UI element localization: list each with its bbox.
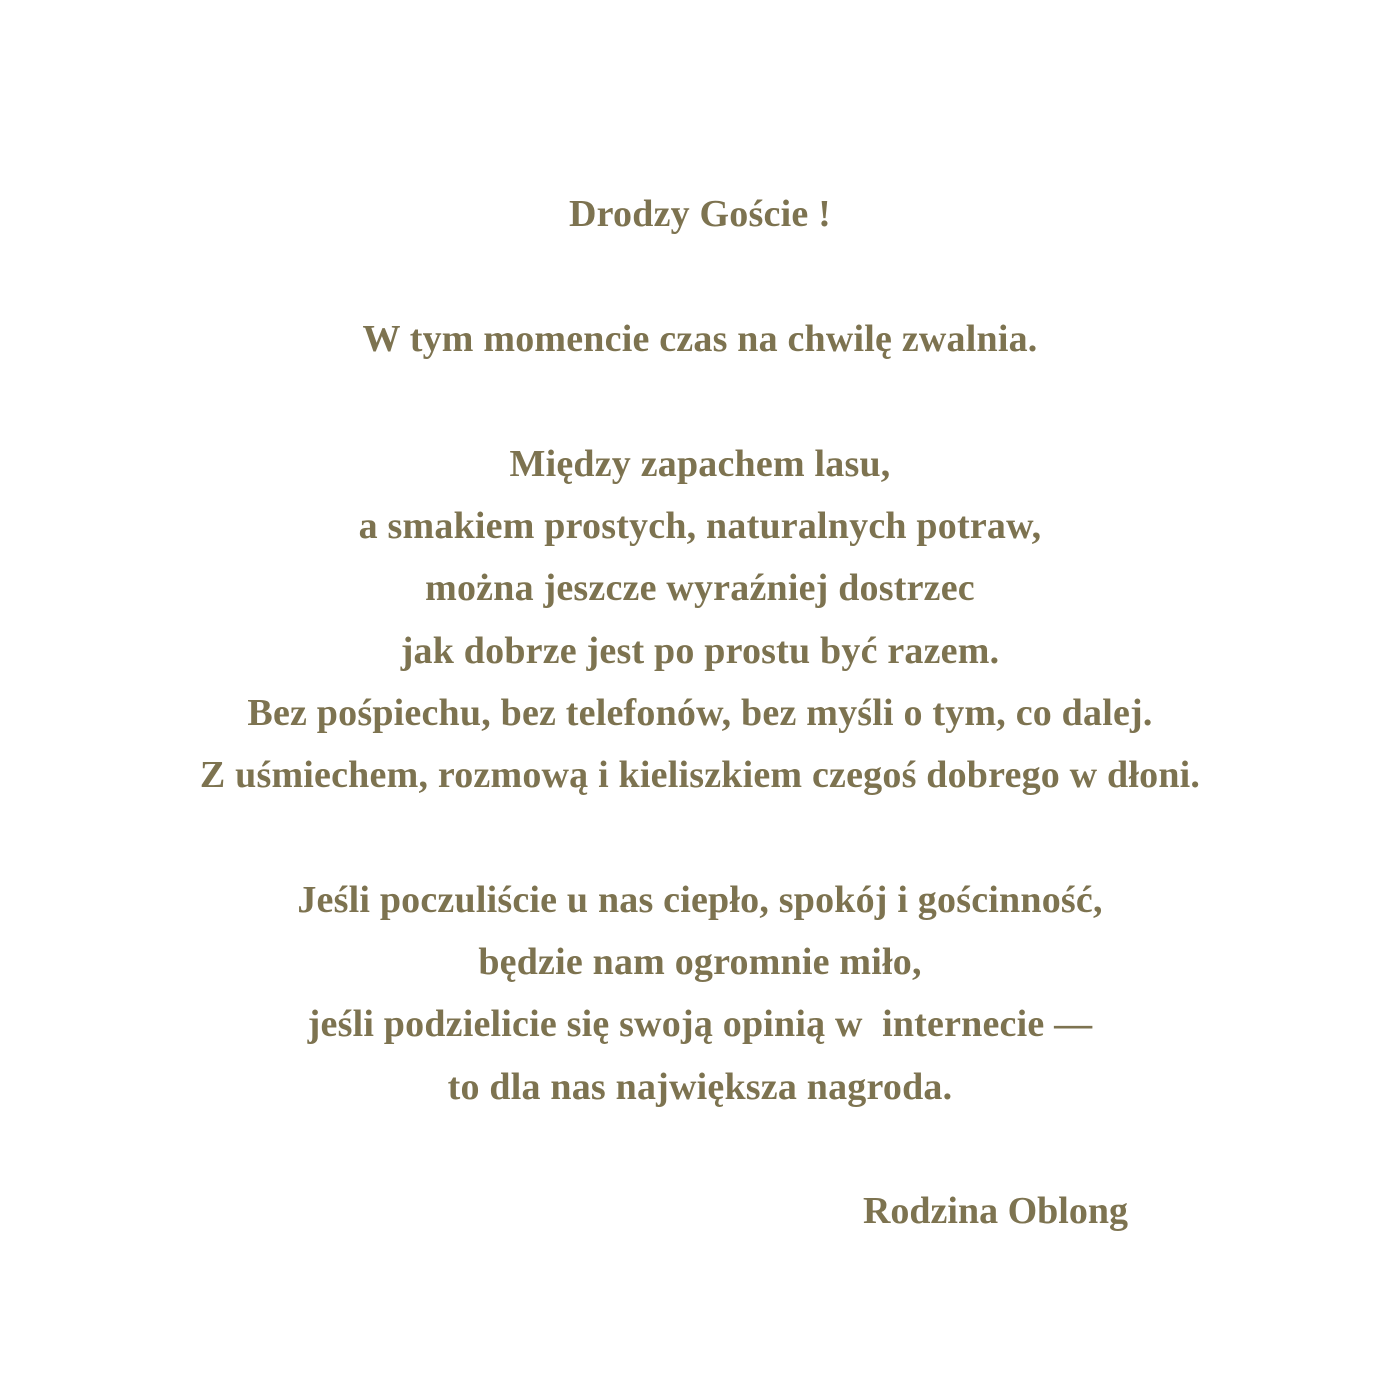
- paragraph-1-line-1: W tym momencie czas na chwilę zwalnia.: [362, 318, 1038, 360]
- paragraph-2-line-4: jak dobrze jest po prostu być razem.: [400, 630, 1000, 672]
- paragraph-3-line-3: jeśli podzielicie się swoją opinią w internecie —: [307, 1003, 1093, 1045]
- paragraph-2-line-3: można jeszcze wyraźniej dostrzec: [425, 567, 975, 609]
- paragraph-3-line-4: to dla nas największa nagroda.: [447, 1066, 953, 1108]
- signature: Rodzina Oblong: [862, 1190, 1128, 1232]
- paragraph-2-line-1: Między zapachem lasu,: [509, 443, 891, 485]
- paragraph-3-line-1: Jeśli poczuliście u nas ciepło, spokój i gościnność,: [297, 879, 1103, 921]
- greeting: Drodzy Goście !: [569, 193, 831, 235]
- paragraph-2-line-6: Z uśmiechem, rozmową i kieliszkiem czegoś dobrego w dłoni.: [199, 754, 1201, 796]
- paragraph-2-line-2: a smakiem prostych, naturalnych potraw,: [358, 505, 1042, 547]
- paragraph-3-line-2: będzie nam ogromnie miło,: [478, 941, 922, 983]
- paragraph-2-line-5: Bez pośpiechu, bez telefonów, bez myśli o tym, co dalej.: [247, 692, 1153, 734]
